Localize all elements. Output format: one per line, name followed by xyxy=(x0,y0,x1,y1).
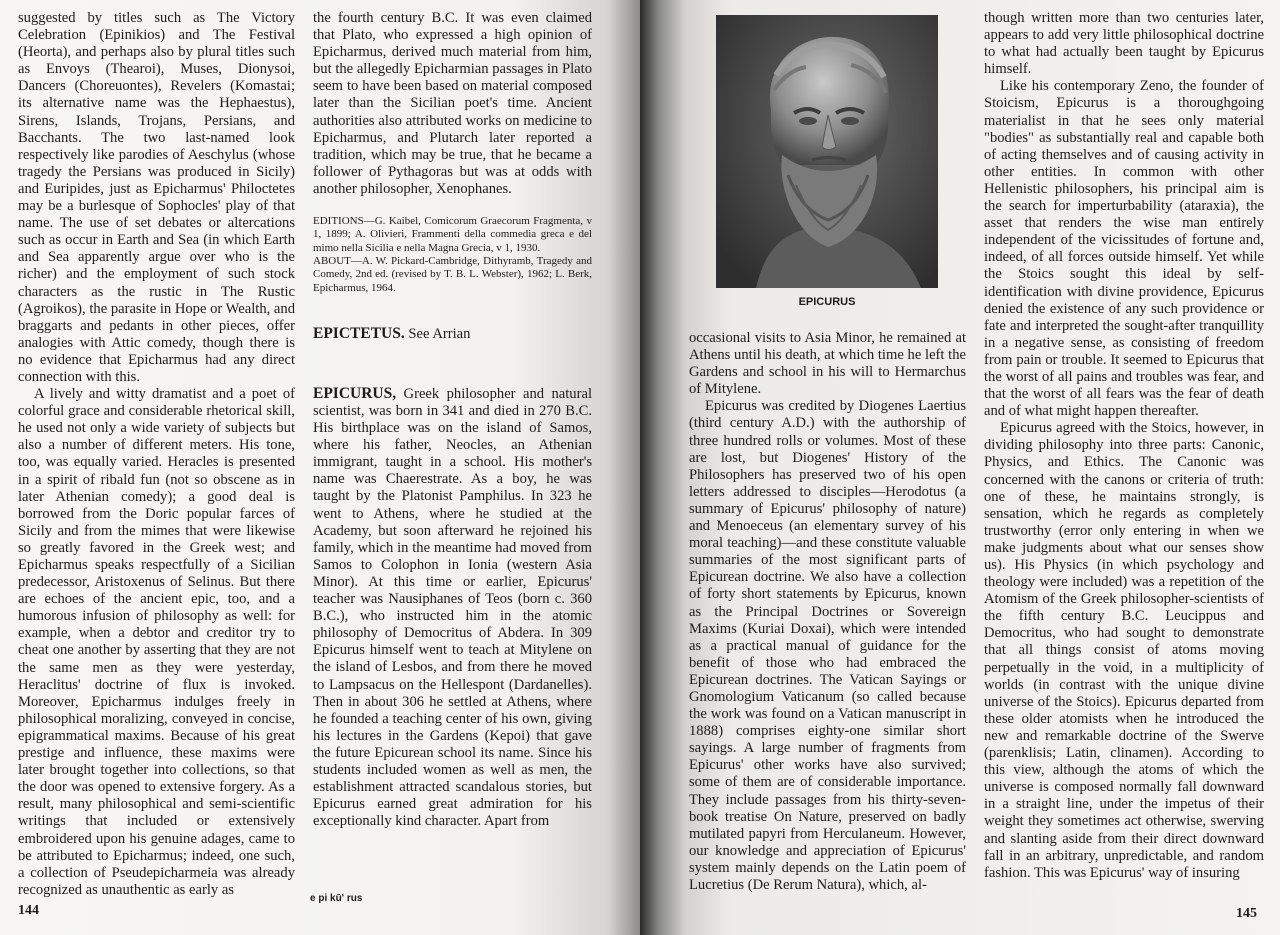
editions-note: EDITIONS—G. Kaibel, Comicorum Graecorum Fragmenta, v 1, 1899; A. Olivieri, Frammenti della commedia greca e del mimo nella Sicilia e nella Magna Grecia, v 1, 1930. xyxy=(313,215,592,254)
about-note: ABOUT—A. W. Pickard-Cambridge, Dithyramb, Tragedy and Comedy, 2nd ed. (revised by T. B. L. Webster), 1962; L. Berk, Epicharmus, 1964. xyxy=(313,254,592,294)
paragraph: Like his contemporary Zeno, the founder of Stoicism, Epicurus is a thoroughgoing materialist in that he sees only material "bodies" as substantially real and capable both of acting themselves and of causing activity in other entities. In common with other Hellenistic philosophers, his principal aim is the search for imperturbability (ataraxia), the asset that renders the wise man entirely independent of the vicissitudes of fortune and, indeed, of all forces outside himself. Yet while the Stoics sought this ideal by self-identification with divine providence, Epicurus denied the existence of any such providence or fate and interpreted the sought-after tranquillity in a negative sense, as consisting of freedom from pain or trouble. It seemed to Epicurus that the worst of all pains and troubles was fear, and that the worst of all fears was the fear of death and of what might happen thereafter. xyxy=(984,78,1264,420)
entry-heading: EPICURUS, xyxy=(313,384,397,402)
paragraph: though written more than two centuries later, appears to add very little philosophical doctrine to what had actually been taught by Epicurus himself. xyxy=(984,10,1264,78)
paragraph: the fourth century B.C. It was even claimed that Plato, who expressed a high opinion of Epicharmus, derived much material from him, but the allegedly Epicharmian passages in Plato seem to have been based on material composed later than the Sicilian poet's time. Ancient authorities also attributed works on medicine to Epicharmus, and Plutarch later reported a tradition, which may be true, that he became a follower of Pythagoras but was at odds with another philosopher, Xenophanes. xyxy=(313,10,592,197)
cross-reference: See Arrian xyxy=(408,325,471,342)
right-column-2 xyxy=(984,10,1264,882)
entry-heading: EPICTETUS. xyxy=(313,324,405,342)
page-number: 145 xyxy=(1236,906,1257,921)
right-column-1 xyxy=(689,330,966,894)
epicurus-bust-photo xyxy=(716,15,938,288)
paragraph: occasional visits to Asia Minor, he remained at Athens until his death, at which time he left the Gardens and school in his will to Hermarchus of Mitylene. xyxy=(689,330,966,398)
entry-text: Greek philosopher and natural scientist, was born in 341 and died in 270 B.C. His birthplace was on the island of Samos, where his father, Neocles, an Athenian immigrant, taught in a school. His mother's name was Chaerestrate. As a boy, he was taught by the Platonist Pamphilus. In 323 he went to Athens, where he studied at the Academy, but soon afterward he rejoined his family, which in the meantime had moved from Samos to Colophon in Ionia (western Asia Minor). At this time or earlier, Epicurus' teacher was Nausiphanes of Teos (born c. 360 B.C.), who instructed him in the atomic philosophy of Democritus of Abdera. In 309 Epicurus himself went to teach at Mitylene on the island of Lesbos, and from there he moved to Lampsacus on the Hellespont (Dardanelles). Then in about 306 he settled at Athens, where he founded a teaching center of his own, giving his lectures in the Gardens (Kepoi) that gave the future Epicurean school its name. Since his students included women as well as men, the establishment attracted scandalous stories, but Epicurus earned great admiration for his exceptionally kind character. Apart from xyxy=(313,385,592,830)
left-column-2 xyxy=(313,10,592,830)
paragraph: Epicurus agreed with the Stoics, however, in dividing philosophy into three parts: Canonic, Physics, and Ethics. The Canonic was concerned with the canons or criteria of truth: one of these, he maintains strongly, is sensation, which he regards as completely trustworthy (error only entering in when we make judgments about what our senses show us). His Physics (in which psychology and theology were included) was a repetition of the Atomism of the Greek philosopher-scientists of the fifth century B.C. Leucippus and Democritus, who had sought to demonstrate that all things consist of atoms moving perpetually in the void, in a multiplicity of worlds (in contrast with the unique divine universe of the Stoics). Epicurus departed from these older atomists when he introduced the new and remarkable doctrine of the Swerve (parenklisis; Latin, clinamen). According to this view, although the atoms of which the universe is composed normally fall downward in a straight line, under the impetus of their weight they sometimes act otherwise, swerving and slanting aside from their direct downward fall in an arbitrary, unpredictable, and random fashion. This was Epicurus' way of insuring xyxy=(984,420,1264,881)
entry-epicurus xyxy=(313,385,592,830)
page-number: 144 xyxy=(18,903,39,918)
pronunciation-guide: e pi kū' rus xyxy=(310,893,363,904)
right-page xyxy=(640,0,1280,935)
left-column-1 xyxy=(18,10,295,899)
paragraph: suggested by titles such as The Victory Celebration (Epinikios) and The Festival (Heorta), and perhaps also by plural titles such as Envoys (Thearoi), Muses, Dionysoi, Dancers (Choreuontes), Revelers (Komastai; its alternative name was the Hephaestus), Sirens, Islands, Trojans, Persians, and Bacchants. The two last-named look respectively like parodies of Aeschylus (whose tragedy the Persians was produced in Sicily) and Euripides, just as Epicharmus' Philoctetes may be a burlesque of Sophocles' play of that name. The use of set debates or altercations such as occur in Earth and Sea (in which Earth and Sea apparently argue over who is the richer) and the employment of such stock characters as the rustic in The Rustic (Agroikos), the parasite in Hope or Wealth, and braggarts and pedants in other pieces, offer analogies with Attic comedy, though there is no evidence that Epicharmus had any direct connection with this. xyxy=(18,10,295,385)
paragraph: Epicurus was credited by Diogenes Laertius (third century A.D.) with the authorship of three hundred rolls or volumes. Most of these are lost, but Diogenes' History of the Philosophers has preserved two of his open letters addressed to disciples—Herodotus (a summary of Epicurus' philosophy of nature) and Menoeceus (an elementary survey of his moral teaching)—and these constitute valuable summaries of the most significant parts of Epicurean doctrine. We also have a collection of forty short statements by Epicurus, known as the Principal Doctrines or Sovereign Maxims (Kuriai Doxai), which were intended as a practical manual of guidance for the benefit of those who had embraced the Epicurean doctrines. The Vatican Sayings or Gnomologium Vaticanum (so called because the work was found on a Vatican manuscript in 1888) comprises eighty-one similar short sayings. A large number of fragments from Epicurus' other works have also survived; some of them are of considerable importance. They include passages from his thirty-seven-book treatise On Nature, preserved on badly mutilated papyri from Herculaneum. However, our knowledge and appreciation of Epicurus' system mainly depends on the Latin poem of Lucretius (De Rerum Natura), which, al- xyxy=(689,398,966,893)
bust-image xyxy=(716,15,938,288)
entry-epictetus xyxy=(313,325,592,343)
paragraph: A lively and witty dramatist and a poet of colorful grace and considerable rhetorical skill, he used not only a wide variety of subjects but also a number of different meters. His tone, too, was equally varied. Heracles is presented in a spirit of ribald fun (not so obscene as in later Athenian comedy); a good deal is borrowed from the Doric popular farces of Sicily and from the mimes that were likewise so greatly favored in the Greek west; and Epicharmus speaks respectfully of a Sicilian predecessor, Aristoxenus of Selinus. But there are echoes of the ancient epic, too, and a humorous infusion of philosophy as well: for example, when a debtor and creditor try to cheat one another by asserting that they are not the same men as they were yesterday, Heraclitus' doctrine of flux is invoked. Moreover, Epicharmus indulges freely in philosophical moralizing, conveyed in concise, epigrammatical maxims. Because of his great prestige and influence, these maxims were later brought together into collections, so that the door was opened to extensive forgery. As a result, many philosophical and semi-scientific writings that included or extensively embroidered upon his genuine adages, came to be attributed to Epicharmus; indeed, one such, a collection of Pseudepicharmeia was already recognized as unauthentic as early as xyxy=(18,386,295,898)
figure-caption: EPICURUS xyxy=(798,296,856,308)
